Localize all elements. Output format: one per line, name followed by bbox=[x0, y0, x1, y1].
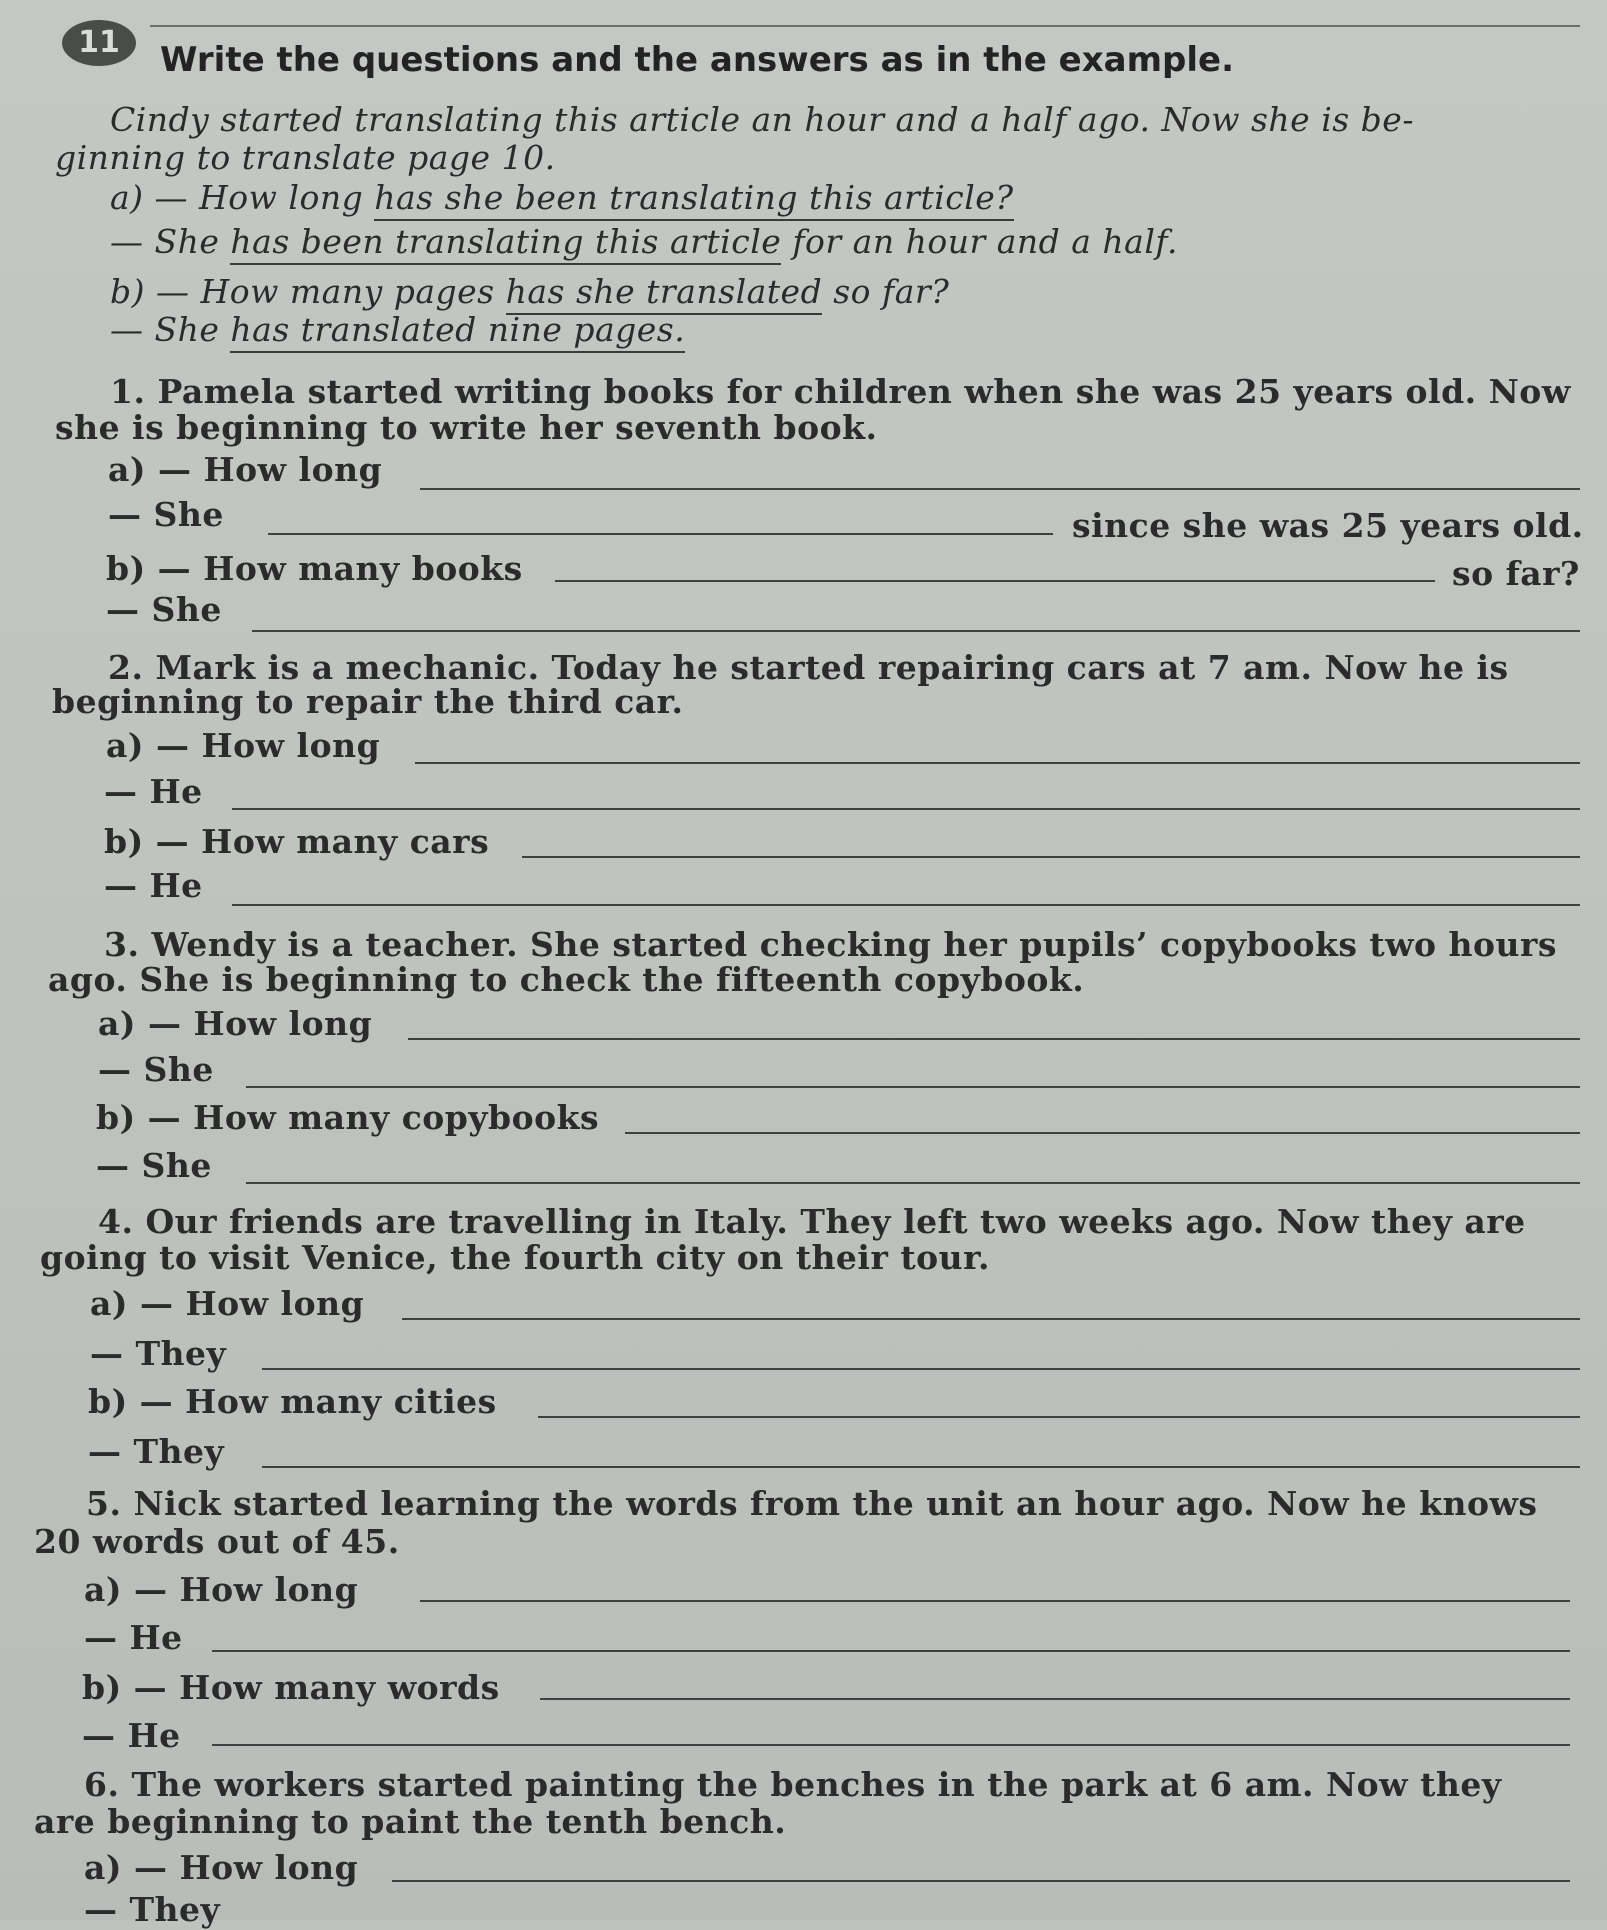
item-5-question-a-prefix: a) — How long bbox=[84, 1570, 359, 1609]
item-4-answer-b-prefix: — They bbox=[88, 1432, 225, 1471]
item-3-question-a-prefix: a) — How long bbox=[98, 1004, 373, 1043]
item-5-question-b-prefix: b) — How many words bbox=[82, 1668, 500, 1707]
item-4-answer-b-blank[interactable] bbox=[262, 1466, 1580, 1468]
item-3-question-b-blank[interactable] bbox=[625, 1132, 1580, 1134]
item-3-answer-b-blank[interactable] bbox=[246, 1182, 1580, 1184]
example-answer-a-answer: has been translating this article bbox=[230, 222, 781, 265]
item-6-answer-a-prefix: — They bbox=[84, 1890, 221, 1929]
item-1-answer-a-suffix: since she was 25 years old. bbox=[1072, 506, 1584, 545]
item-1-question-a-blank[interactable] bbox=[420, 488, 1580, 490]
example-text-line-1: Cindy started translating this article an hour and a half ago. Now she is be- bbox=[110, 100, 1414, 139]
item-1-question-b-blank[interactable] bbox=[555, 580, 1435, 582]
item-6-question-a-blank[interactable] bbox=[392, 1880, 1570, 1882]
example-answer-b bbox=[110, 310, 685, 350]
item-1-text-line-2: she is beginning to write her seventh book. bbox=[55, 408, 878, 447]
item-6-text-line-1: 6. The workers started painting the benches in the park at 6 am. Now they bbox=[84, 1765, 1502, 1804]
item-3-text-line-1: 3. Wendy is a teacher. She started checking her pupils’ copybooks two hours bbox=[104, 925, 1558, 964]
item-1-question-b-prefix: b) — How many books bbox=[106, 549, 523, 588]
example-answer-a bbox=[110, 222, 1178, 262]
item-2-question-a-prefix: a) — How long bbox=[106, 726, 381, 765]
item-6-text-line-2: are beginning to paint the tenth bench. bbox=[34, 1802, 787, 1841]
item-4-question-b-blank[interactable] bbox=[538, 1416, 1580, 1418]
item-3-question-b-prefix: b) — How many copybooks bbox=[96, 1098, 600, 1137]
item-1-answer-a-blank[interactable] bbox=[268, 533, 1053, 535]
item-3-question-a-blank[interactable] bbox=[408, 1038, 1580, 1040]
item-2-question-a-blank[interactable] bbox=[415, 762, 1580, 764]
item-5-answer-a-blank[interactable] bbox=[212, 1650, 1570, 1652]
example-answer-a-prefix: — She bbox=[110, 222, 220, 261]
example-question-b bbox=[110, 272, 949, 312]
item-1-answer-b-blank[interactable] bbox=[252, 630, 1580, 632]
example-text-line-2: ginning to translate page 10. bbox=[55, 138, 556, 177]
item-4-text-line-2: going to visit Venice, the fourth city on their tour. bbox=[40, 1238, 990, 1277]
item-3-answer-a-blank[interactable] bbox=[246, 1086, 1580, 1088]
item-3-answer-b-prefix: — She bbox=[96, 1146, 212, 1185]
example-question-a bbox=[110, 178, 1014, 218]
item-5-answer-b-blank[interactable] bbox=[212, 1744, 1570, 1746]
example-question-b-answer: has she translated bbox=[506, 272, 823, 315]
item-2-question-b-prefix: b) — How many cars bbox=[104, 822, 490, 861]
example-question-b-suffix: so far? bbox=[833, 272, 950, 311]
item-1-answer-b-prefix: — She bbox=[106, 590, 222, 629]
item-2-text-line-2: beginning to repair the third car. bbox=[52, 682, 684, 721]
item-2-answer-a-prefix: — He bbox=[104, 772, 203, 811]
example-question-b-prefix: b) — How many pages bbox=[110, 272, 495, 311]
item-5-answer-a-prefix: — He bbox=[84, 1618, 183, 1657]
item-2-answer-b-blank[interactable] bbox=[232, 904, 1580, 906]
exercise-instruction: Write the questions and the answers as in the example. bbox=[160, 40, 1234, 80]
item-5-answer-b-prefix: — He bbox=[82, 1716, 181, 1755]
item-6-question-a-prefix: a) — How long bbox=[84, 1848, 359, 1887]
item-4-question-a-prefix: a) — How long bbox=[90, 1284, 365, 1323]
item-3-answer-a-prefix: — She bbox=[98, 1050, 214, 1089]
exercise-number-badge: 11 bbox=[62, 20, 136, 66]
item-5-text-line-1: 5. Nick started learning the words from the unit an hour ago. Now he knows bbox=[86, 1484, 1538, 1523]
item-1-question-b-suffix: so far? bbox=[1452, 554, 1580, 593]
example-answer-a-suffix: for an hour and a half. bbox=[792, 222, 1178, 261]
item-2-text-line-1: 2. Mark is a mechanic. Today he started repairing cars at 7 am. Now he is bbox=[108, 648, 1509, 687]
item-3-text-line-2: ago. She is beginning to check the fifteenth copybook. bbox=[48, 960, 1085, 999]
item-2-answer-b-prefix: — He bbox=[104, 866, 203, 905]
item-5-question-b-blank[interactable] bbox=[540, 1698, 1570, 1700]
item-5-text-line-2: 20 words out of 45. bbox=[34, 1522, 400, 1561]
item-4-question-b-prefix: b) — How many cities bbox=[88, 1382, 497, 1421]
example-question-a-prefix: a) — How long bbox=[110, 178, 364, 217]
item-1-answer-a-prefix: — She bbox=[108, 495, 224, 534]
item-4-question-a-blank[interactable] bbox=[402, 1318, 1580, 1320]
header-rule bbox=[150, 25, 1580, 27]
item-1-question-a-prefix: a) — How long bbox=[108, 450, 383, 489]
example-answer-b-prefix: — She bbox=[110, 310, 220, 349]
item-2-question-b-blank[interactable] bbox=[522, 856, 1580, 858]
example-answer-b-answer: has translated nine pages. bbox=[230, 310, 685, 353]
item-5-question-a-blank[interactable] bbox=[420, 1600, 1570, 1602]
item-4-answer-a-blank[interactable] bbox=[262, 1368, 1580, 1370]
item-1-text-line-1: 1. Pamela started writing books for children when she was 25 years old. Now bbox=[110, 372, 1571, 411]
item-2-answer-a-blank[interactable] bbox=[232, 808, 1580, 810]
example-question-a-answer: has she been translating this article? bbox=[374, 178, 1013, 221]
item-4-answer-a-prefix: — They bbox=[90, 1334, 227, 1373]
item-4-text-line-1: 4. Our friends are travelling in Italy. They left two weeks ago. Now they are bbox=[98, 1202, 1526, 1241]
